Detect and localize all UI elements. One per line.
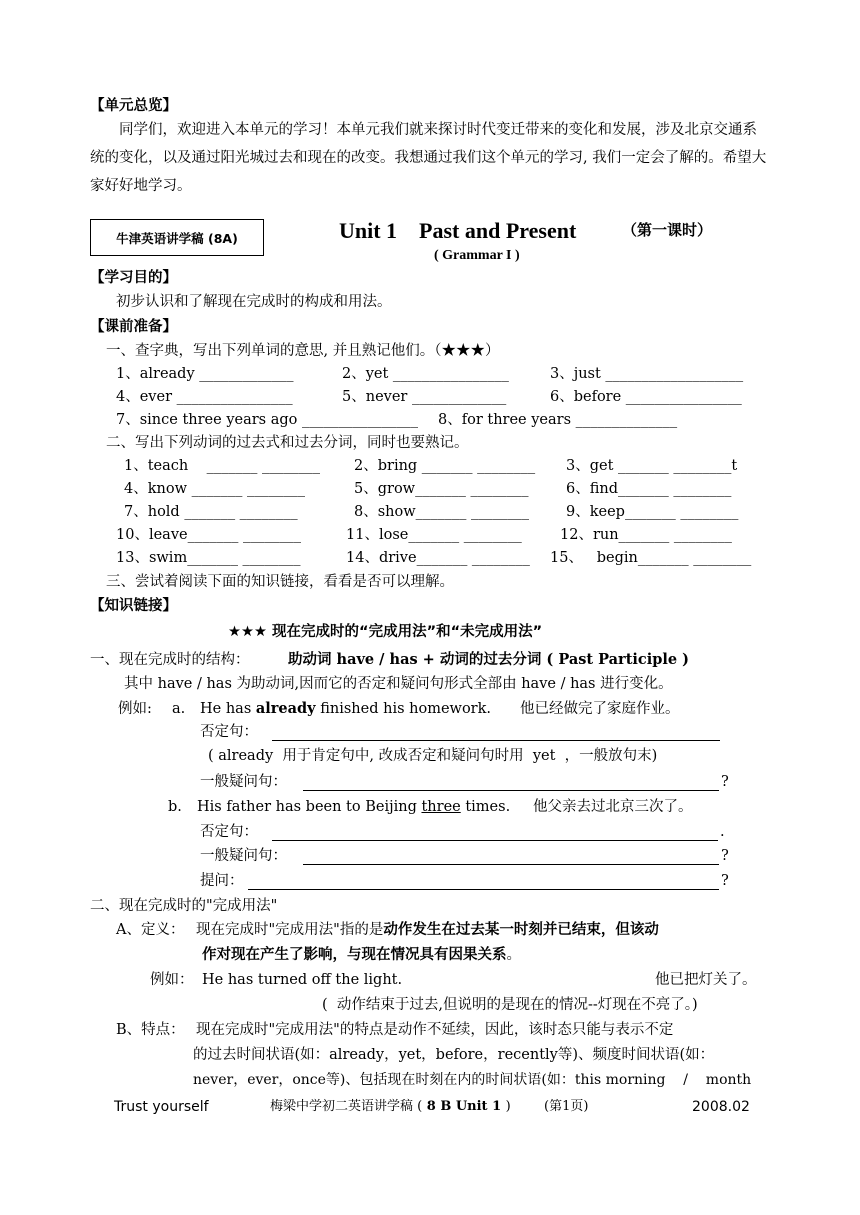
lesson-number: （第一课时）	[622, 221, 713, 239]
answer-line[interactable]	[303, 790, 719, 791]
verb-item: 6、find_______ ________	[566, 481, 732, 497]
answer-line[interactable]	[272, 740, 720, 741]
feature-line1: 现在完成时"完成用法"的特点是动作不延续，因此，该时态只能与表示不定	[196, 1022, 674, 1038]
ask-label: 提问：	[200, 873, 244, 889]
task3-instruction: 三、尝试着阅读下面的知识链接，看看是否可以理解。	[106, 574, 454, 590]
knowledge-title: ★★★ 现在完成时的“完成用法”和“未完成用法”	[228, 624, 543, 640]
verb-item: 14、drive_______ ________	[346, 550, 530, 566]
word-item: 5、never _____________	[342, 389, 507, 405]
verb-item: 1、teach _______ ________	[124, 458, 321, 474]
feature-line3: never，ever，once等)、包括现在时刻在内的时间状语(如：this morning / month	[193, 1072, 752, 1088]
example2-note: ( 动作结束于过去,但说明的是现在的情况--灯现在不亮了。)	[322, 997, 698, 1013]
section2-heading: 二、现在完成时的"完成用法"	[90, 898, 278, 914]
example-a-label: a.	[172, 701, 186, 717]
question-mark: ?	[721, 848, 729, 864]
objectives-heading: 【学习目的】	[90, 270, 177, 286]
feature-line2: 的过去时间状语(如：already，yet，before，recently等)、频度时间状语(如：	[193, 1047, 715, 1063]
example2-translation: 他已把灯关了。	[655, 972, 757, 988]
unit-title: Unit 1 Past and Present	[339, 218, 577, 243]
period-mark: .	[720, 824, 725, 840]
structure-formula: 助动词 have / has + 动词的过去分词 ( Past Participle )	[288, 651, 690, 668]
header-box-label: 牛津英语讲学稿 (8A)	[90, 219, 264, 256]
structure-note: 其中 have / has 为助动词,因而它的否定和疑问句形式全部由 have / has 进行变化。	[124, 676, 673, 692]
word-item: 2、yet ________________	[342, 366, 509, 382]
word-item: 3、just ___________________	[550, 366, 744, 382]
word-item: 4、ever ________________	[116, 389, 293, 405]
definition-line1: 现在完成时"完成用法"指的是动作发生在过去某一时刻并已结束，但该动	[196, 921, 659, 938]
negative-label: 否定句：	[200, 824, 258, 840]
example-a-sentence: He has already finished his homework.	[200, 700, 492, 717]
footer-date: 2008.02	[692, 1099, 750, 1115]
footer-title: 梅梁中学初二英语讲学稿 ( 8 B Unit 1 )	[270, 1099, 511, 1114]
already-note: ( already 用于肯定句中, 改成否定和疑问句时用 yet ，一般放句末)	[208, 748, 658, 764]
verb-item: 12、run_______ ________	[560, 527, 732, 543]
feature-label: B、特点：	[116, 1022, 185, 1038]
verb-item: 9、keep_______ ________	[566, 504, 739, 520]
overview-heading: 【单元总览】	[90, 98, 177, 114]
definition-label: A、定义：	[116, 922, 185, 938]
example2-label: 例如：	[150, 972, 194, 988]
example2-sentence: He has turned off the light.	[202, 972, 403, 988]
knowledge-heading: 【知识链接】	[90, 598, 177, 614]
example-b-label: b.	[168, 799, 182, 815]
example-a-translation: 他已经做完了家庭作业。	[520, 701, 680, 717]
verb-item: 4、know _______ ________	[124, 481, 305, 497]
example-label: 例如:	[118, 701, 152, 717]
objectives-text: 初步认识和了解现在完成时的构成和用法。	[116, 294, 392, 310]
answer-line[interactable]	[303, 864, 719, 865]
definition-line2: 作对现在产生了影响，与现在情况具有因果关系。	[202, 946, 521, 963]
verb-item: 5、grow_______ ________	[354, 481, 529, 497]
question-mark: ?	[721, 774, 729, 790]
word-item: 1、already _____________	[116, 366, 294, 382]
example-b-translation: 他父亲去过北京三次了。	[533, 799, 693, 815]
task2-instruction: 二、写出下列动词的过去式和过去分词，同时也要熟记。	[106, 435, 469, 451]
verb-item: 13、swim_______ ________	[116, 550, 301, 566]
verb-item: 11、lose_______ ________	[346, 527, 522, 543]
negative-label: 否定句：	[200, 724, 258, 740]
word-item: 7、since three years ago ________________	[116, 412, 418, 428]
example-b-sentence: His father has been to Beijing three times.	[197, 799, 511, 815]
answer-line[interactable]	[248, 889, 719, 890]
verb-item: 8、show_______ ________	[354, 504, 530, 520]
word-item: 6、before ________________	[550, 389, 742, 405]
footer-page-number: (第1页)	[544, 1099, 589, 1114]
task1-instruction: 一、查字典，写出下列单词的意思, 并且熟记他们。（★★★）	[106, 343, 500, 359]
answer-line[interactable]	[272, 840, 718, 841]
question-mark: ?	[721, 873, 729, 889]
verb-item: 15、 begin_______ ________	[550, 550, 752, 566]
word-item: 8、for three years ______________	[438, 412, 678, 428]
footer-motto: Trust yourself	[114, 1099, 209, 1115]
verb-item: 3、get _______ ________t	[566, 458, 738, 474]
subtitle: ( Grammar I )	[434, 248, 520, 263]
preparation-heading: 【课前准备】	[90, 319, 177, 335]
verb-item: 10、leave_______ ________	[116, 527, 301, 543]
question-label: 一般疑问句：	[200, 848, 287, 864]
question-label: 一般疑问句：	[200, 774, 287, 790]
verb-item: 7、hold _______ ________	[124, 504, 298, 520]
structure-label: 一、现在完成时的结构：	[90, 652, 250, 668]
verb-item: 2、bring _______ ________	[354, 458, 536, 474]
overview-paragraph: 同学们，欢迎进入本单元的学习！本单元我们就来探讨时代变迁带来的变化和发展，涉及北京交通系统的变化，以及通过阳光城过去和现在的改变。我想通过我们这个单元的学习, 我们一定会了解的。希望大家好好地学习。	[90, 122, 767, 194]
